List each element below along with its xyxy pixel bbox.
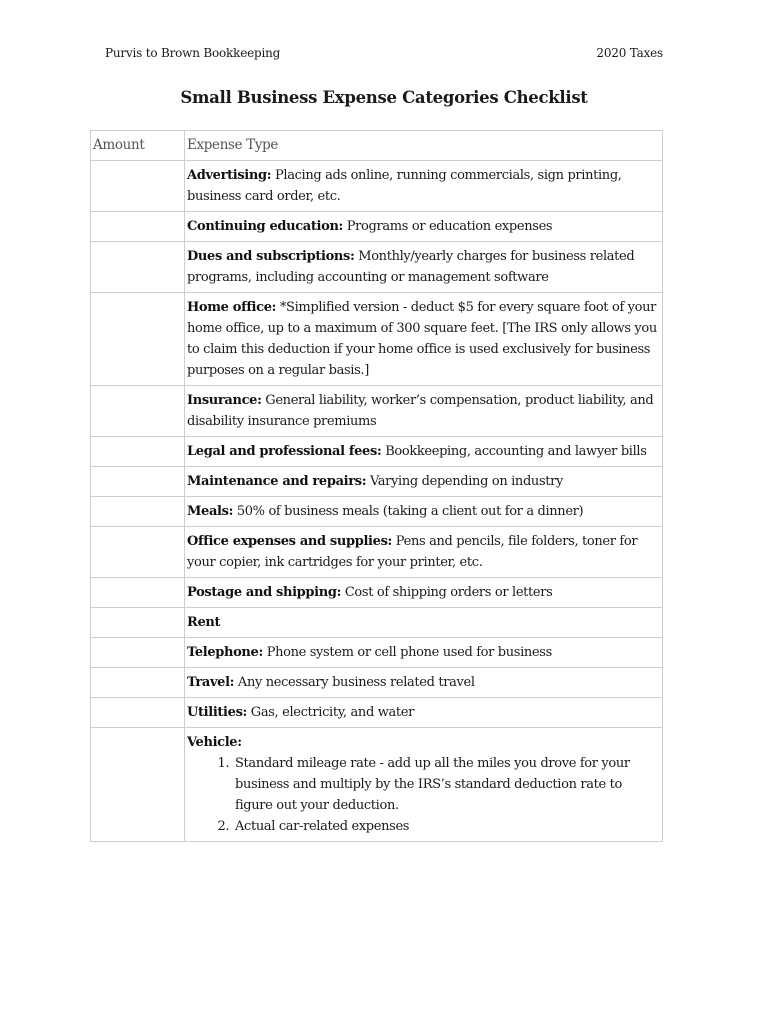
expense-category-name: Office expenses and supplies: — [187, 534, 392, 549]
expense-category-name: Telephone: — [187, 645, 263, 660]
vehicle-method-item: 1. Standard mileage rate - add up all the miles you drove for your business and multiply by the IRS’s standard deduction rate to figure out your deduction. — [233, 753, 659, 816]
expense-category-name: Continuing education: — [187, 219, 343, 234]
table-row — [91, 668, 663, 698]
expense-category-description: Monthly/yearly charges for business related programs, including accounting or management software — [187, 249, 635, 285]
table-row — [91, 386, 663, 437]
expense-category-description: Any necessary business related travel — [234, 675, 475, 690]
amount-cell[interactable] — [91, 608, 185, 638]
table-row — [91, 437, 663, 467]
vehicle-method-item: 2. Actual car-related expenses — [233, 816, 659, 837]
expense-type-cell — [185, 668, 663, 698]
expense-category-description: Bookkeeping, accounting and lawyer bills — [381, 444, 647, 459]
expense-category-description: Varying depending on industry — [366, 474, 563, 489]
expense-type-cell — [185, 527, 663, 578]
amount-cell[interactable] — [91, 242, 185, 293]
expense-type-cell — [185, 467, 663, 497]
expense-category-description: Phone system or cell phone used for business — [262, 645, 552, 660]
table-row — [91, 638, 663, 668]
expense-category-name: Vehicle: — [187, 735, 242, 750]
amount-cell[interactable] — [91, 161, 185, 212]
expense-category-name: Insurance: — [187, 393, 262, 408]
table-row — [91, 467, 663, 497]
expense-category-description: Programs or education expenses — [343, 219, 553, 234]
expense-category-name: Maintenance and repairs: — [187, 474, 367, 489]
expense-type-cell — [185, 578, 663, 608]
expense-type-cell — [185, 638, 663, 668]
table-row — [91, 497, 663, 527]
expense-category-name: Home office: — [187, 300, 277, 315]
amount-cell[interactable] — [91, 293, 185, 386]
table-row — [91, 212, 663, 242]
table-row — [91, 698, 663, 728]
expense-category-name: Dues and subscriptions: — [187, 249, 355, 264]
header-tax-year: 2020 Taxes — [596, 46, 663, 60]
table-row — [91, 161, 663, 212]
expense-category-name: Postage and shipping: — [187, 585, 342, 600]
expense-type-cell — [185, 497, 663, 527]
expense-category-name: Rent — [187, 615, 221, 630]
expense-category-description: Cost of shipping orders or letters — [341, 585, 553, 600]
table-header-row — [91, 131, 663, 161]
expense-type-cell — [185, 437, 663, 467]
expense-category-description: General liability, worker’s compensation, product liability, and disability insurance premiums — [187, 393, 654, 429]
expense-category-description: Gas, electricity, and water — [247, 705, 414, 720]
header-company-name: Purvis to Brown Bookkeeping — [105, 46, 281, 60]
expense-category-name: Legal and professional fees: — [187, 444, 382, 459]
expense-category-description: Placing ads online, running commercials, sign printing, business card order, etc. — [187, 168, 622, 204]
amount-cell[interactable] — [91, 527, 185, 578]
expense-category-description: Pens and pencils, file folders, toner for your copier, ink cartridges for your printer, etc. — [187, 534, 638, 570]
amount-cell[interactable] — [91, 212, 185, 242]
expense-category-name: Meals: — [187, 504, 234, 519]
expense-type-column-header: Expense Type — [185, 131, 663, 161]
vehicle-methods-list — [187, 753, 659, 837]
amount-cell[interactable] — [91, 638, 185, 668]
amount-cell[interactable] — [91, 668, 185, 698]
amount-cell[interactable] — [91, 497, 185, 527]
amount-cell[interactable] — [91, 728, 185, 842]
amount-cell[interactable] — [91, 386, 185, 437]
amount-cell[interactable] — [91, 698, 185, 728]
table-row — [91, 728, 663, 842]
expense-category-name: Utilities: — [187, 705, 247, 720]
table-row — [91, 242, 663, 293]
expense-type-cell — [185, 698, 663, 728]
expense-type-cell — [185, 161, 663, 212]
table-row — [91, 527, 663, 578]
amount-cell[interactable] — [91, 578, 185, 608]
expense-type-cell — [185, 293, 663, 386]
table-row — [91, 293, 663, 386]
amount-column-header: Amount — [91, 131, 185, 161]
expense-type-cell — [185, 386, 663, 437]
expense-category-description: *Simplified version - deduct $5 for every square foot of your home office, up to a maximum of 300 square feet. [The IRS only allows you to claim this deduction if your home office is used exclusively for business purposes on a regular basis.] — [187, 300, 657, 378]
expense-type-cell — [185, 242, 663, 293]
expense-type-cell — [185, 728, 663, 842]
expense-checklist-table — [90, 130, 663, 842]
expense-category-name: Travel: — [187, 675, 235, 690]
expense-type-cell — [185, 212, 663, 242]
amount-cell[interactable] — [91, 437, 185, 467]
table-row — [91, 608, 663, 638]
expense-category-description: 50% of business meals (taking a client out for a dinner) — [233, 504, 584, 519]
table-body — [91, 161, 663, 842]
document-title: Small Business Expense Categories Checklist — [180, 88, 588, 107]
expense-category-name: Advertising: — [187, 168, 272, 183]
table-row — [91, 578, 663, 608]
amount-cell[interactable] — [91, 467, 185, 497]
expense-type-cell — [185, 608, 663, 638]
